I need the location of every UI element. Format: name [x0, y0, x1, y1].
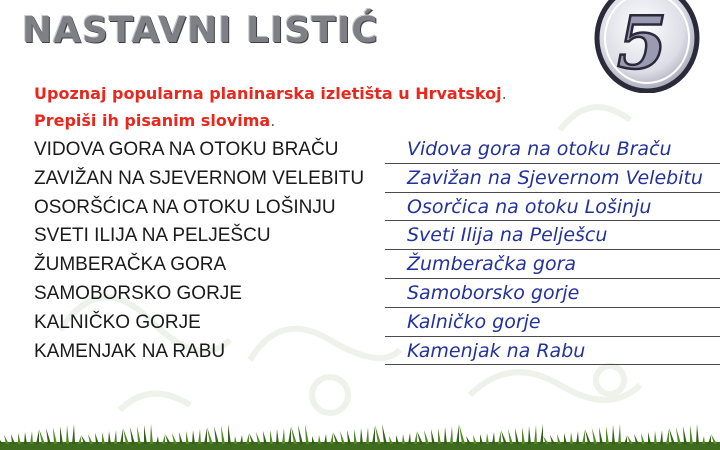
printed-place-list: [34, 136, 364, 366]
printed-place-item: KAMENJAK NA RABU: [34, 340, 226, 362]
handwritten-answer-line: Sveti Ilija na Pelješcu: [385, 221, 720, 250]
handwritten-answer-line: Kamenjak na Rabu: [385, 337, 720, 366]
handwritten-answer-line: Osorčica na otoku Lošinju: [385, 193, 720, 222]
instruction-period-2: .: [270, 111, 276, 130]
handwritten-answer-line: Žumberačka gora: [385, 250, 720, 279]
printed-place-item: ZAVIŽAN NA SJEVERNOM VELEBITU: [34, 167, 365, 189]
printed-place-item: SAMOBORSKO GORJE: [34, 282, 242, 304]
instruction-line-1: [34, 80, 507, 107]
worksheet-number-badge: [592, 0, 702, 93]
printed-place-item: KALNIČKO GORJE: [34, 311, 201, 333]
instruction-text-1: Upoznaj popularna planinarska izletišta u Hrvatskoj: [34, 84, 502, 103]
printed-place-item: OSORŠĆICA NA OTOKU LOŠINJU: [34, 196, 336, 218]
handwritten-answer-list: [385, 135, 720, 365]
handwritten-answer-line: Zavižan na Sjevernom Velebitu: [385, 164, 720, 193]
page-title: NASTAVNI LISTIĆ: [22, 10, 379, 51]
printed-place-item: VIDOVA GORA NA OTOKU BRAČU: [34, 139, 339, 160]
handwritten-answer-line: Kalničko gorje: [385, 308, 720, 337]
printed-place-item: ŽUMBERAČKA GORA: [34, 254, 227, 276]
instructions: [34, 80, 507, 134]
printed-place-item: SVETI ILIJA NA PELJEŠCU: [34, 225, 271, 247]
instruction-period-1: .: [501, 84, 507, 103]
instruction-line-2: [34, 107, 507, 134]
handwritten-answer-line: Samoborsko gorje: [385, 279, 720, 308]
handwritten-answer-line: Vidova gora na otoku Braču: [385, 135, 720, 164]
grass-border: [0, 422, 720, 450]
instruction-text-2: Prepiši ih pisanim slovima: [34, 111, 271, 130]
worksheet-number: 5: [616, 0, 668, 85]
